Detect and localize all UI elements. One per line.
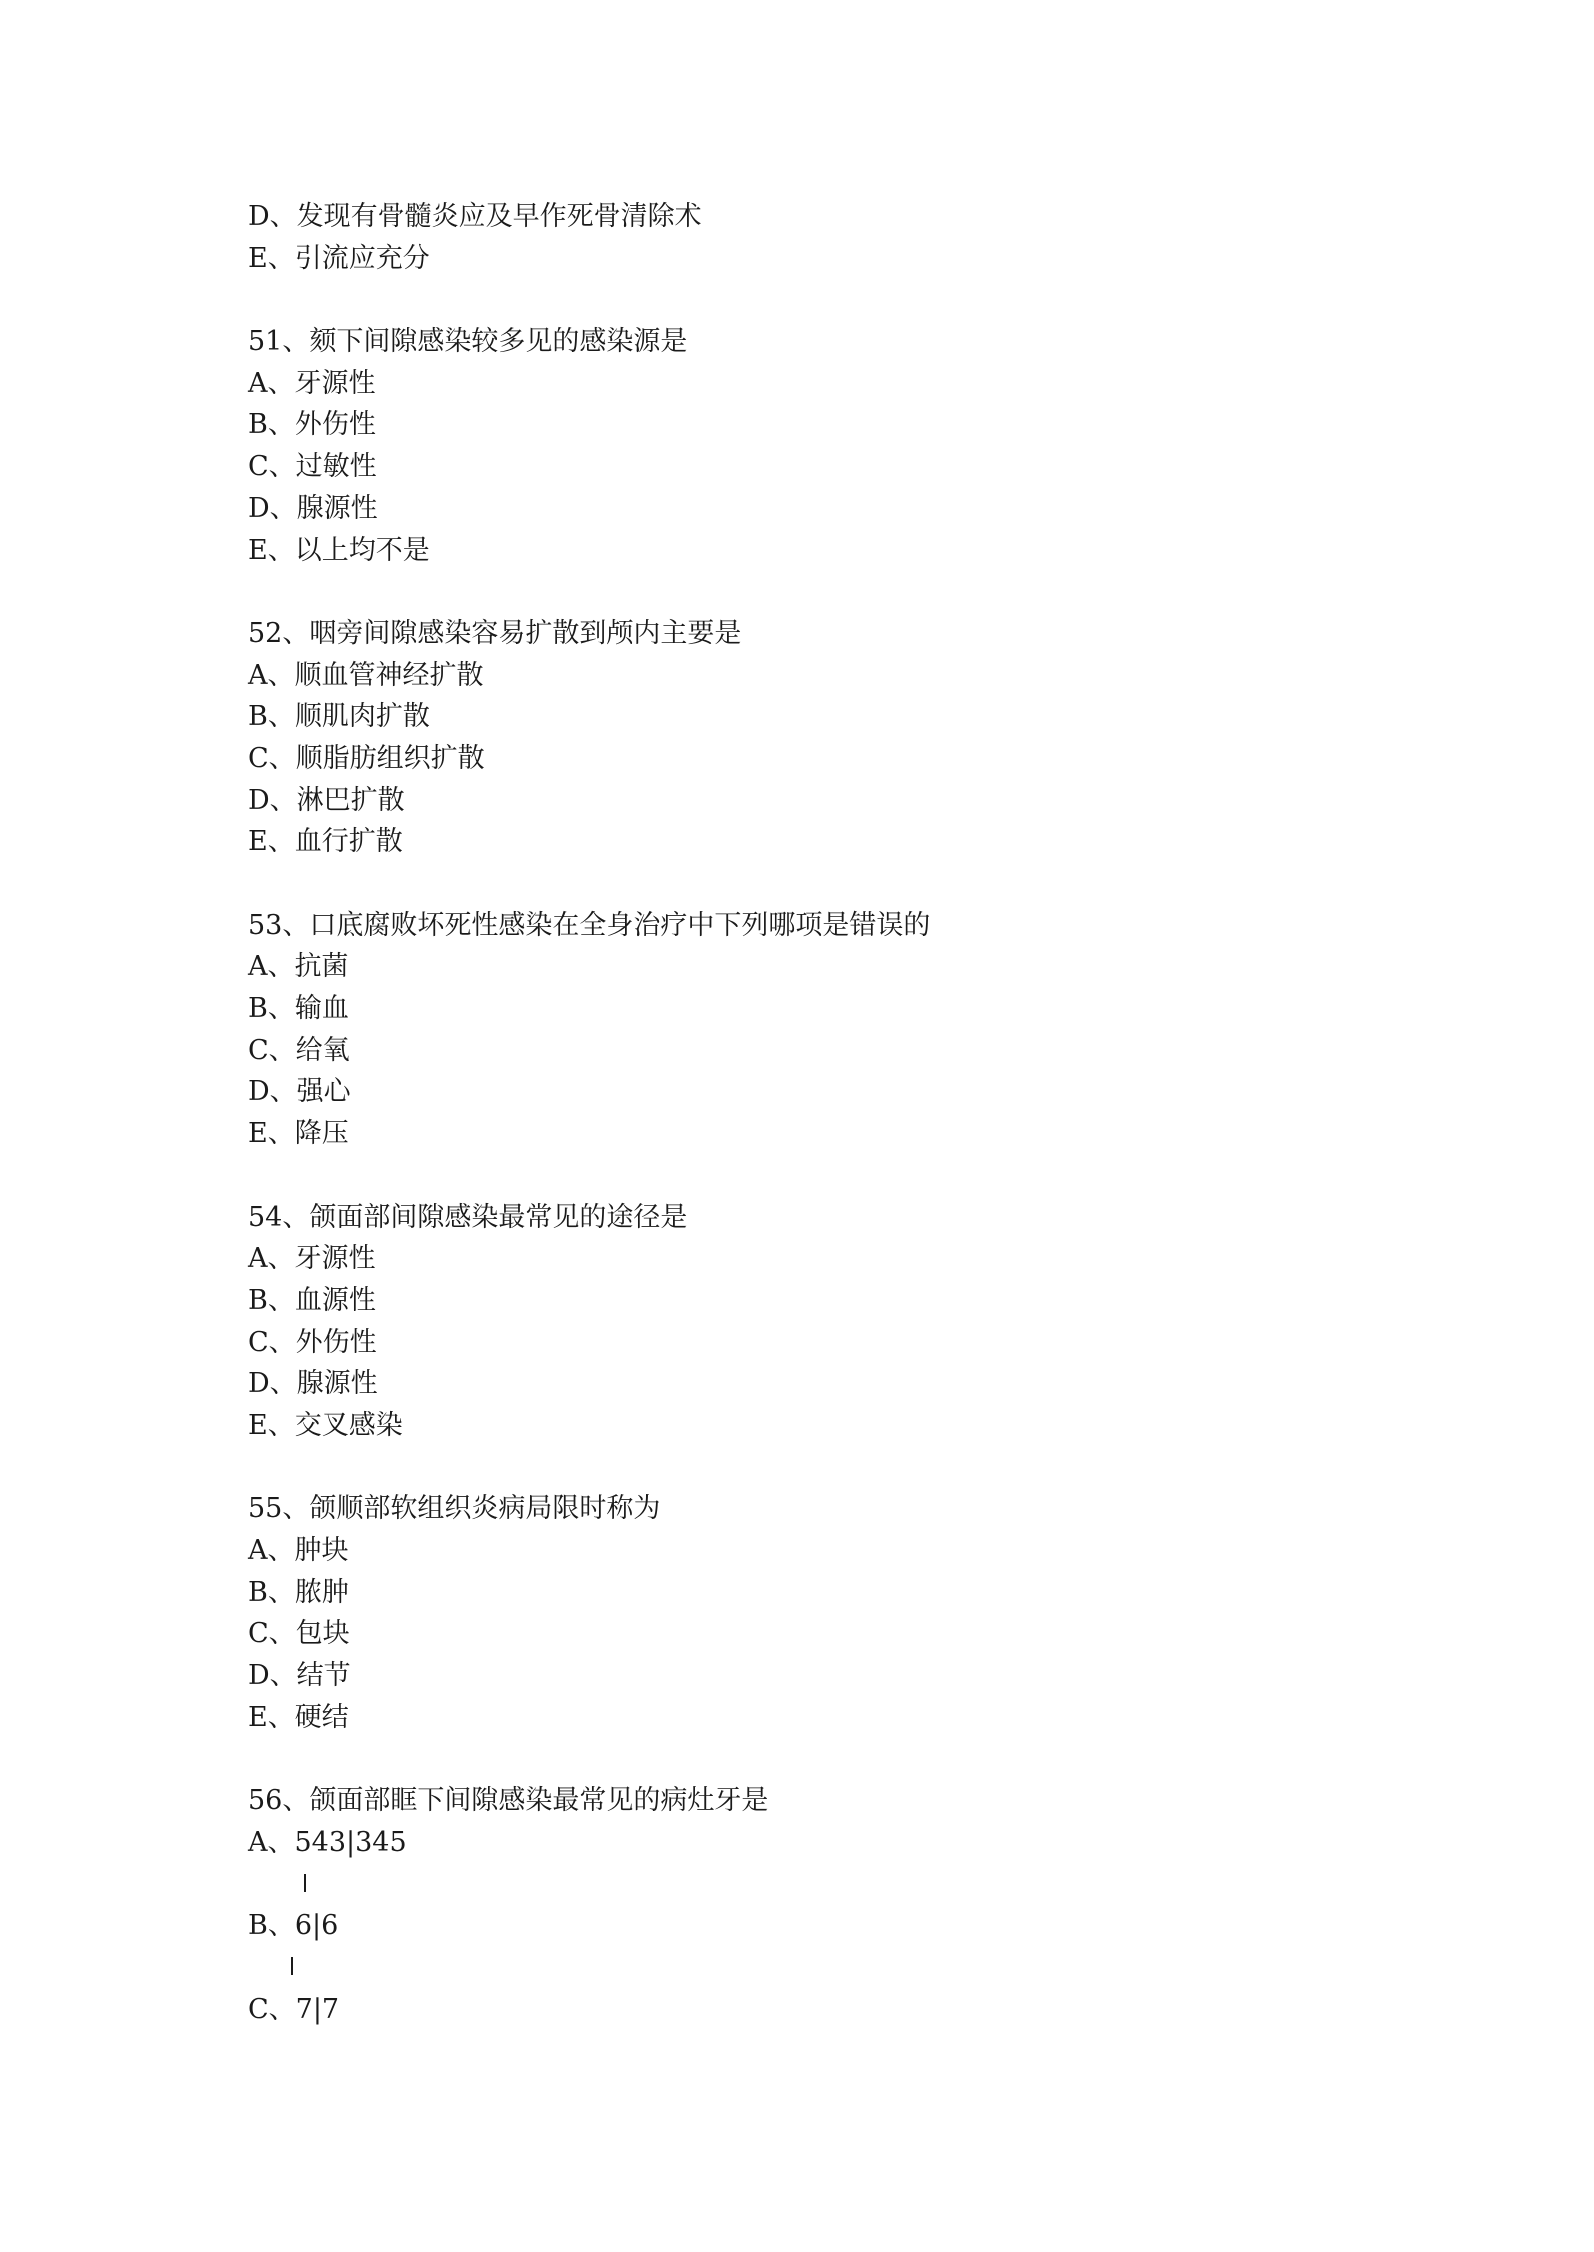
option-line: A、牙源性 xyxy=(248,367,376,399)
option-line: B、顺肌肉扩散 xyxy=(248,701,430,733)
question-stem: 55、颌顺部软组织炎病局限时称为 xyxy=(248,1493,661,1525)
option-line: C、顺脂肪组织扩散 xyxy=(248,742,485,774)
option-line: B、输血 xyxy=(248,993,349,1025)
question-stem: 51、颏下间隙感染较多见的感染源是 xyxy=(248,326,688,358)
option-line: D、淋巴扩散 xyxy=(248,784,405,816)
option-line: B、血源性 xyxy=(248,1284,376,1316)
question-block xyxy=(248,1197,1348,1447)
option-line: E、以上均不是 xyxy=(248,534,430,566)
option-line: C、外伤性 xyxy=(248,1326,377,1358)
question-block xyxy=(248,1780,1348,2030)
vertical-tick-mark xyxy=(291,1957,293,1975)
question-block xyxy=(248,1488,1348,1738)
tooth-notation-mark xyxy=(248,1947,1348,1989)
option-line: A、抗菌 xyxy=(248,951,349,983)
question-stem: 53、口底腐败坏死性感染在全身治疗中下列哪项是错误的 xyxy=(248,909,931,941)
option-line: E、交叉感染 xyxy=(248,1409,403,1441)
option-line: D、结节 xyxy=(248,1660,351,1692)
question-stem: 52、咽旁间隙感染容易扩散到颅内主要是 xyxy=(248,617,742,649)
option-line: A、543|345 xyxy=(248,1826,407,1858)
option-line: C、7|7 xyxy=(248,1993,340,2025)
option-line: C、给氧 xyxy=(248,1034,350,1066)
document-page xyxy=(248,196,1348,2030)
option-line: D、强心 xyxy=(248,1076,351,1108)
option-line: B、脓肿 xyxy=(248,1576,349,1608)
question-block xyxy=(248,905,1348,1155)
option-line: E、硬结 xyxy=(248,1701,349,1733)
question-stem: 56、颌面部眶下间隙感染最常见的病灶牙是 xyxy=(248,1785,769,1817)
option-line: C、包块 xyxy=(248,1618,350,1650)
option-line: A、肿块 xyxy=(248,1535,349,1566)
question-block xyxy=(248,613,1348,863)
option-line: A、顺血管神经扩散 xyxy=(248,659,484,691)
question-stem: 54、颌面部间隙感染最常见的途径是 xyxy=(248,1201,688,1233)
option-line: B、6|6 xyxy=(248,1910,339,1942)
option-line: D、腺源性 xyxy=(248,1368,378,1400)
option-line: C、过敏性 xyxy=(248,451,377,483)
option-line: B、外伤性 xyxy=(248,409,376,441)
option-line: D、发现有骨髓炎应及早作死骨清除术 xyxy=(248,201,702,232)
option-line: E、引流应充分 xyxy=(248,242,430,274)
option-line: E、降压 xyxy=(248,1118,349,1150)
tooth-notation-mark xyxy=(248,1864,1348,1906)
option-line: A、牙源性 xyxy=(248,1243,376,1275)
question-block xyxy=(248,321,1348,571)
option-line: D、腺源性 xyxy=(248,492,378,524)
option-line: E、血行扩散 xyxy=(248,826,403,858)
vertical-tick-mark xyxy=(304,1874,306,1892)
